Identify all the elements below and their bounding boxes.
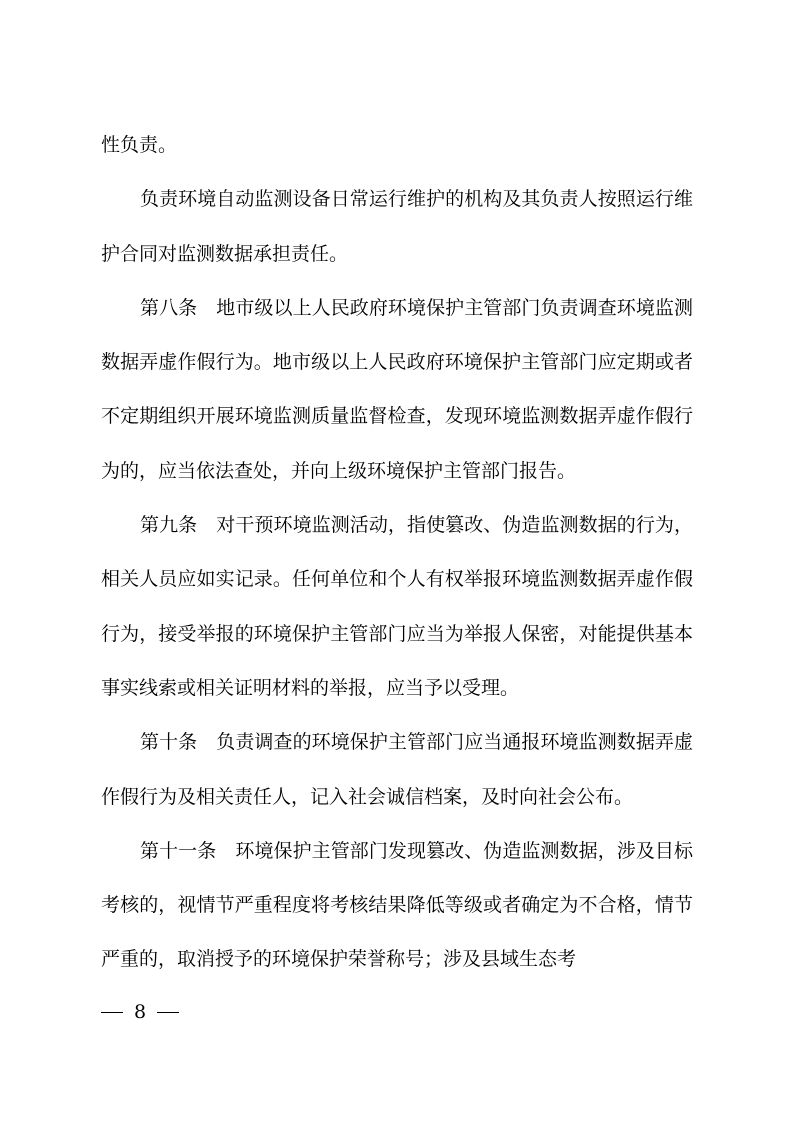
article-10 xyxy=(101,715,693,824)
article-text: 对干预环境监测活动，指使篡改、伪造监测数据的行为，相关人员应如实记录。任何单位和个人有权举报环境监测数据弄虚作假行为，接受举报的环境保护主管部门应当为举报人保密，对能提供基本事实线索或相关证明材料的举报，应当予以受理。 xyxy=(101,514,693,699)
page-number: 8 xyxy=(134,1001,147,1023)
paragraph-text: 负责环境自动监测设备日常运行维护的机构及其负责人按照运行维护合同对监测数据承担责任。 xyxy=(101,188,693,265)
paragraph-maintenance-responsibility xyxy=(101,172,693,281)
article-text: 环境保护主管部门发现篡改、伪造监测数据，涉及目标考核的，视情节严重程度将考核结果降低等级或者确定为不合格，情节严重的，取消授予的环境保护荣誉称号；涉及县域生态考 xyxy=(101,839,693,971)
article-heading: 第十条 xyxy=(140,731,198,754)
dash-left xyxy=(101,1012,123,1013)
page-footer xyxy=(101,1000,179,1024)
dash-right xyxy=(157,1012,179,1013)
body-text xyxy=(101,118,693,987)
article-9 xyxy=(101,498,693,715)
article-text: 负责调查的环境保护主管部门应当通报环境监测数据弄虚作假行为及相关责任人，记入社会诚信档案，及时向社会公布。 xyxy=(101,731,693,808)
article-heading: 第九条 xyxy=(140,514,198,537)
article-11 xyxy=(101,824,693,987)
paragraph-continuation xyxy=(101,118,693,172)
article-heading: 第八条 xyxy=(140,296,198,319)
paragraph-text: 性负责。 xyxy=(101,134,178,156)
article-8 xyxy=(101,281,693,498)
article-text: 地市级以上人民政府环境保护主管部门负责调查环境监测数据弄虚作假行为。地市级以上人民政府环境保护主管部门应定期或者不定期组织开展环境监测质量监督检查，发现环境监测数据弄虚作假行为的，应当依法查处，并向上级环境保护主管部门报告。 xyxy=(101,296,693,482)
article-heading: 第十一条 xyxy=(140,839,217,862)
